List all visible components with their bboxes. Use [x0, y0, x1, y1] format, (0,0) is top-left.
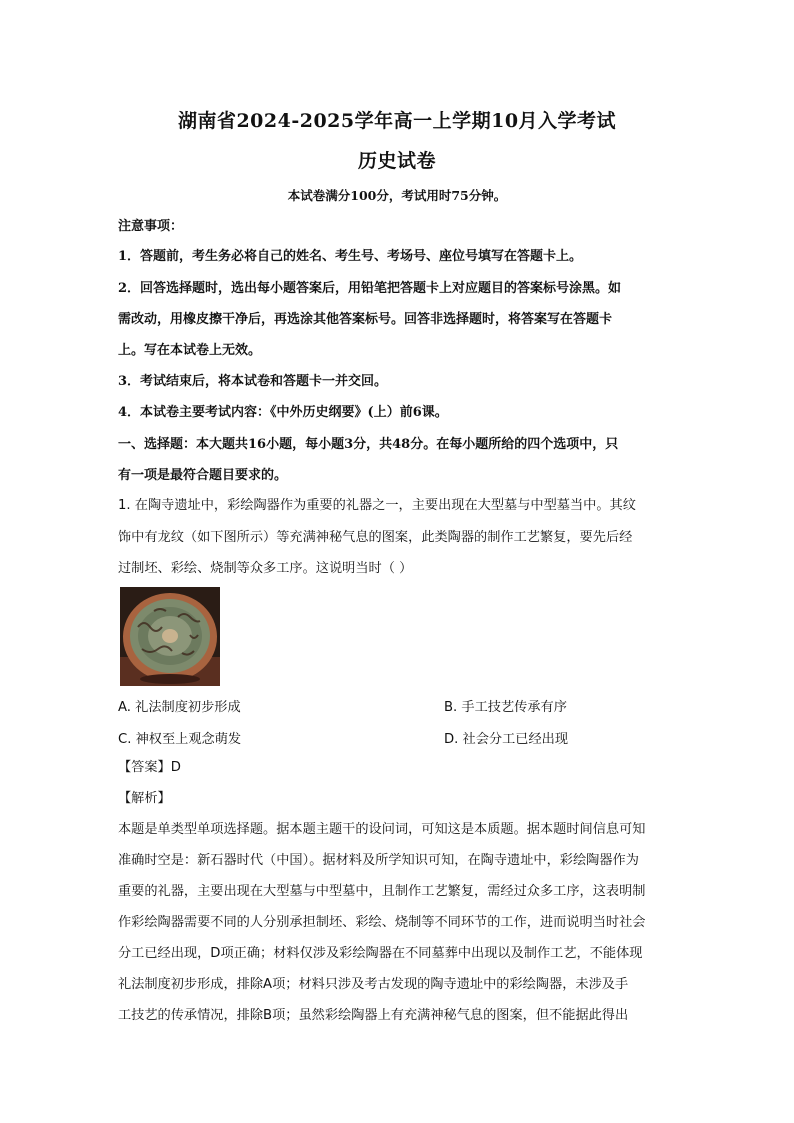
notes-heading: 注意事项： [118, 219, 184, 234]
note-line: 4．本试卷主要考试内容：《中外历史纲要》(上）前6课。 [118, 405, 448, 420]
note-line: 1．答题前，考生务必将自己的姓名、考生号、考场号、座位号填写在答题卡上。 [118, 249, 583, 264]
analysis-line: 分工已经出现，D项正确；材料仅涉及彩绘陶器在不同墓葬中出现以及制作工艺，不能体现 [118, 946, 643, 961]
note-line: 3．考试结束后，将本试卷和答题卡一并交回。 [118, 374, 388, 389]
analysis-line: 准确时空是：新石器时代（中国）。据材料及所学知识可知，在陶寺遗址中，彩绘陶器作为 [118, 853, 639, 868]
question-stem: 1. 在陶寺遗址中，彩绘陶器作为重要的礼器之一，主要出现在大型墓与中型墓当中。其纹 [118, 498, 636, 513]
section-heading: 有一项是最符合题目要求的。 [118, 468, 288, 483]
option-d[interactable]: D. 社会分工已经出现 [444, 732, 569, 747]
exam-title: 湖南省2024-2025学年高一上学期10月入学考试 [177, 110, 617, 132]
analysis-line: 重要的礼器，主要出现在大型墓与中型墓中，且制作工艺繁复，需经过众多工序，这表明制 [118, 884, 646, 899]
analysis-line: 工技艺的传承情况，排除B项；虽然彩绘陶器上有充满神秘气息的图案，但不能据此得出 [118, 1008, 629, 1023]
answer-label: 【答案】D [118, 760, 181, 775]
option-a[interactable]: A. 礼法制度初步形成 [118, 700, 241, 715]
question-stem: 过制坯、彩绘、烧制等众多工序。这说明当时（ ） [118, 561, 413, 576]
option-b[interactable]: B. 手工技艺传承有序 [444, 700, 567, 715]
exam-meta: 本试卷满分100分，考试用时75分钟。 [287, 188, 507, 203]
painted-pottery-image [120, 587, 220, 686]
note-line: 2．回答选择题时，选出每小题答案后，用铅笔把答题卡上对应题目的答案标号涂黑。如 [118, 281, 622, 296]
exam-subtitle: 历史试卷 [357, 150, 436, 172]
question-stem: 饰中有龙纹（如下图所示）等充满神秘气息的图案，此类陶器的制作工艺繁复，要先后经 [118, 530, 633, 545]
section-heading: 一、选择题：本大题共16小题，每小题3分，共48分。在每小题所给的四个选项中，只 [118, 437, 619, 452]
analysis-line: 作彩绘陶器需要不同的人分别承担制坯、彩绘、烧制等不同环节的工作，进而说明当时社会 [118, 915, 646, 930]
analysis-heading: 【解析】 [118, 791, 171, 806]
note-line: 需改动，用橡皮擦干净后，再选涂其他答案标号。回答非选择题时，将答案写在答题卡 [118, 312, 613, 327]
painted-pottery-photo [120, 587, 220, 686]
analysis-line: 礼法制度初步形成，排除A项；材料只涉及考古发现的陶寺遗址中的彩绘陶器，未涉及手 [118, 977, 629, 992]
option-c[interactable]: C. 神权至上观念萌发 [118, 732, 242, 747]
note-line: 上。写在本试卷上无效。 [118, 343, 262, 358]
analysis-line: 本题是单类型单项选择题。据本题主题干的设问词，可知这是本质题。据本题时间信息可知 [118, 822, 646, 837]
